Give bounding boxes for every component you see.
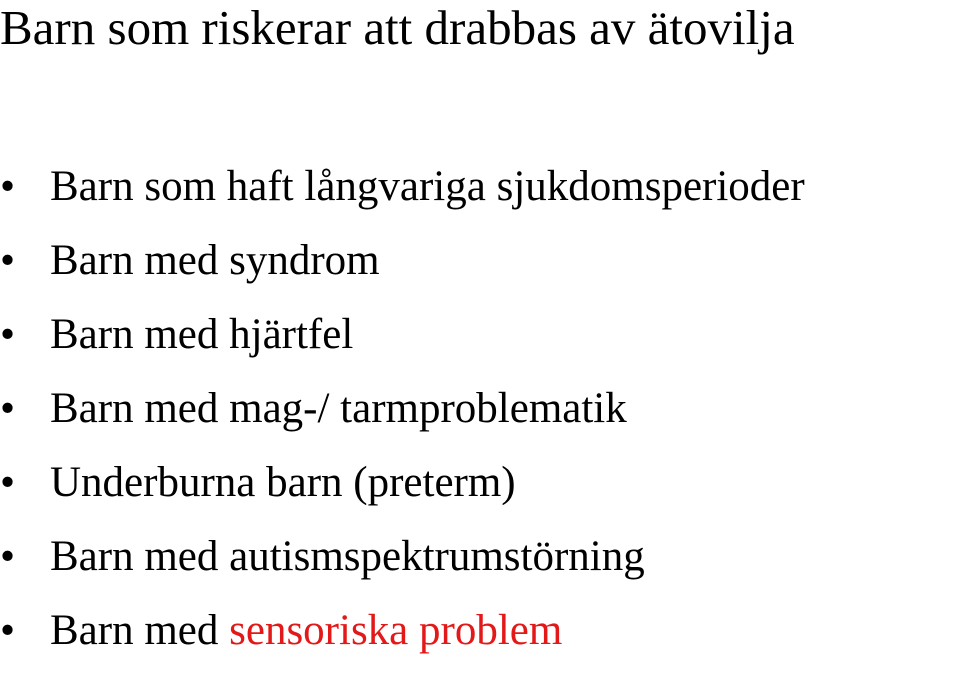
bullet-dot-icon: •	[0, 533, 16, 580]
bullet-dot-icon: •	[0, 237, 16, 284]
bullet-item-gastro	[0, 382, 805, 456]
bullet-text: Underburna barn (preterm)	[50, 459, 516, 506]
bullet-text: Barn med autismspektrumstörning	[50, 533, 645, 580]
bullet-item-heart-defect	[0, 308, 805, 382]
bullet-dot-icon: •	[0, 163, 16, 210]
bullet-dot-icon: •	[0, 459, 16, 506]
bullet-list	[0, 160, 805, 678]
bullet-text: Barn med	[50, 607, 230, 654]
bullet-text: Barn med syndrom	[50, 237, 380, 284]
bullet-item-preterm	[0, 456, 805, 530]
bullet-text: Barn som haft långvariga sjukdomsperioder	[50, 163, 805, 210]
slide-title: Barn som riskerar att drabbas av ätovilja	[0, 0, 795, 55]
bullet-dot-icon: •	[0, 607, 16, 654]
bullet-dot-icon: •	[0, 311, 16, 358]
bullet-dot-icon: •	[0, 385, 16, 432]
bullet-text: Barn med mag-/ tarmproblematik	[50, 385, 627, 432]
bullet-item-syndrome	[0, 234, 805, 308]
bullet-item-autism	[0, 530, 805, 604]
bullet-highlight-text: sensoriska problem	[229, 607, 563, 654]
bullet-item-sensory	[0, 604, 805, 678]
bullet-item-long-illness	[0, 160, 805, 234]
bullet-text: Barn med hjärtfel	[50, 311, 354, 358]
